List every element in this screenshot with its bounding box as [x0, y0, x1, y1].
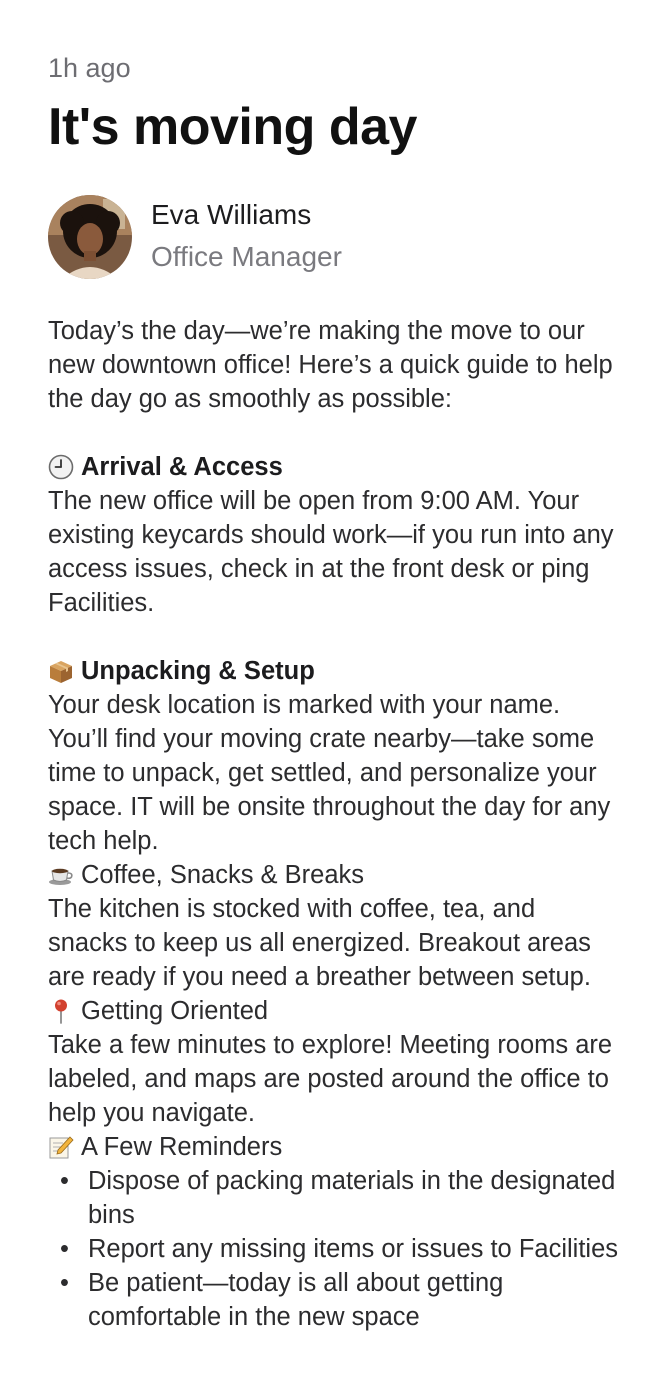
section-heading-label: A Few Reminders: [81, 1133, 283, 1161]
coffee-icon: [48, 862, 74, 888]
list-item-text: Dispose of packing materials in the designated bins: [88, 1167, 616, 1229]
section-heading-unpacking: [48, 654, 618, 688]
author-block[interactable]: [48, 194, 618, 280]
section-heading-label: Arrival & Access: [81, 453, 283, 481]
list-item-text: Report any missing items or issues to Facilities: [88, 1235, 619, 1263]
section-heading-reminders: [48, 1130, 618, 1164]
post-body: [48, 314, 618, 1334]
section-heading-label: Unpacking & Setup: [81, 657, 315, 685]
section-heading-label: Coffee, Snacks & Breaks: [81, 861, 365, 889]
list-item: • Be patient—today is all about getting comfortable in the new space: [60, 1269, 504, 1331]
avatar-image: [48, 195, 132, 279]
section-heading-arrival: [48, 450, 618, 484]
section-body-oriented: Take a few minutes to explore! Meeting rooms are labeled, and maps are posted around the office to help you navigate.: [48, 1031, 613, 1127]
list-item: • Dispose of packing materials in the designated bins: [60, 1167, 616, 1229]
post-title: It's moving day: [48, 98, 417, 156]
section-body-unpacking: Your desk location is marked with your name. You’ll find your moving crate nearby—take some time to unpack, get settled, and personalize your space. IT will be onsite throughout the day for any tech help.: [48, 691, 611, 855]
section-heading-label: Getting Oriented: [81, 997, 269, 1025]
post-timestamp: 1h ago: [48, 53, 131, 83]
list-item-text: Be patient—today is all about getting comfortable in the new space: [88, 1269, 504, 1331]
author-name[interactable]: Eva Williams: [151, 199, 312, 230]
package-icon: [48, 658, 74, 684]
author-role: Office Manager: [151, 241, 342, 272]
list-item: • Report any missing items or issues to Facilities: [60, 1235, 619, 1263]
section-body-arrival: The new office will be open from 9:00 AM. Your existing keycards should work—if you run into any access issues, check in at the front desk or ping Facilities.: [48, 487, 614, 617]
section-heading-coffee: [48, 858, 618, 892]
reminders-list: [48, 1164, 618, 1334]
post-intro: Today’s the day—we’re making the move to our new downtown office! Here’s a quick guide to help the day go as smoothly as possible:: [48, 317, 613, 413]
clock-icon: [48, 454, 74, 480]
section-body-coffee: The kitchen is stocked with coffee, tea, and snacks to keep us all energized. Breakout areas are ready if you need a breather between setup.: [48, 895, 591, 991]
memo-icon: [48, 1134, 74, 1160]
post-detail: [48, 48, 618, 1334]
avatar[interactable]: [48, 195, 132, 279]
section-heading-oriented: [48, 994, 618, 1028]
pin-icon: [48, 998, 74, 1024]
